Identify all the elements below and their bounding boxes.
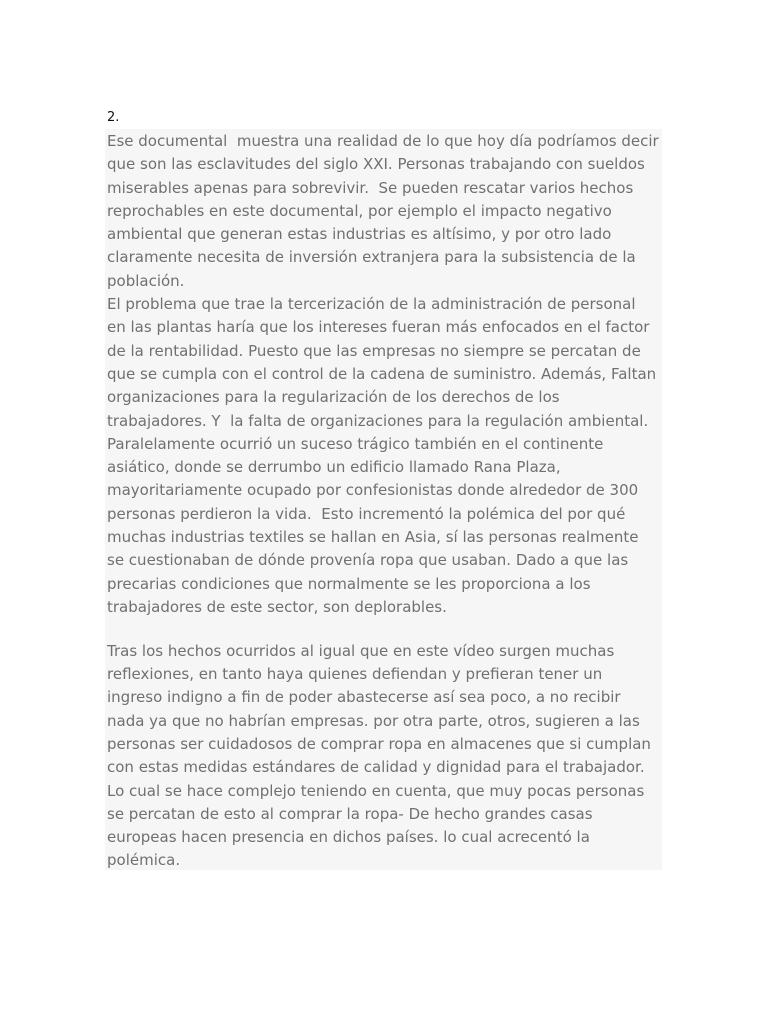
text-line: Lo cual se hace complejo teniendo en cuenta, que muy pocas personas	[107, 781, 645, 800]
text-line: ingreso indigno a fin de poder abastecerse así sea poco, a no recibir	[107, 688, 621, 707]
text-line: que se cumpla con el control de la cadena de suministro. Además, Faltan	[107, 364, 657, 383]
text-line: con estas medidas estándares de calidad y dignidad para el trabajador.	[107, 758, 645, 777]
text-line: reflexiones, en tanto haya quienes defiendan y prefieran tener un	[107, 665, 603, 684]
text-line: trabajadores de este sector, son deplorables.	[107, 597, 447, 616]
text-line: mayoritariamente ocupado por confesionistas donde alrededor de 300	[107, 481, 639, 500]
text-line: reprochables en este documental, por ejemplo el impacto negativo	[107, 201, 612, 220]
section-number: 2.	[107, 110, 120, 125]
text-line: polémica.	[107, 851, 181, 870]
text-line: europeas hacen presencia en dichos países. lo cual acrecentó la	[107, 828, 590, 847]
text-line: población.	[107, 271, 185, 290]
text-line: trabajadores. Y la falta de organizaciones para la regulación ambiental.	[107, 411, 649, 430]
text-line: Paralelamente ocurrió un suceso trágico también en el continente	[107, 434, 604, 453]
text-line: Ese documental muestra una realidad de lo que hoy día podríamos decir	[107, 132, 659, 150]
text-line: nada ya que no habrían empresas. por otra parte, otros, sugieren a las	[107, 711, 640, 730]
text-line: personas perdieron la vida. Esto incrementó la polémica del por qué	[107, 504, 626, 523]
text-line: miserables apenas para sobrevivir. Se pueden rescatar varios hechos	[107, 178, 634, 197]
text-line: se cuestionaban de dónde provenía ropa que usaban. Dado a que las	[107, 551, 629, 570]
text-line: en las plantas haría que los intereses fueran más enfocados en el factor	[107, 318, 650, 337]
text-line: ambiental que generan estas industrias es altísimo, y por otro lado	[107, 225, 612, 244]
text-line: organizaciones para la regularización de los derechos de los	[107, 388, 560, 407]
text-line: de la rentabilidad. Puesto que las empresas no siempre se percatan de	[107, 341, 641, 360]
text-line: que son las esclavitudes del siglo XXI. Personas trabajando con sueldos	[107, 155, 645, 174]
text-line: claramente necesita de inversión extranjera para la subsistencia de la	[107, 248, 636, 267]
text-line: asiático, donde se derrumbo un edificio llamado Rana Plaza,	[107, 458, 561, 477]
text-line: Tras los hechos ocurridos al igual que en este vídeo surgen muchas	[107, 641, 615, 660]
text-line: El problema que trae la tercerización de la administración de personal	[107, 295, 636, 314]
text-line: personas ser cuidadosos de comprar ropa en almacenes que si cumplan	[107, 734, 651, 753]
text-line: muchas industrias textiles se hallan en Asia, sí las personas realmente	[107, 528, 639, 547]
text-line: precarias condiciones que normalmente se les proporciona a los	[107, 574, 591, 593]
document-body	[107, 130, 667, 873]
text-line: se percatan de esto al comprar la ropa- De hecho grandes casas	[107, 804, 593, 823]
paragraph-gap	[107, 619, 667, 640]
